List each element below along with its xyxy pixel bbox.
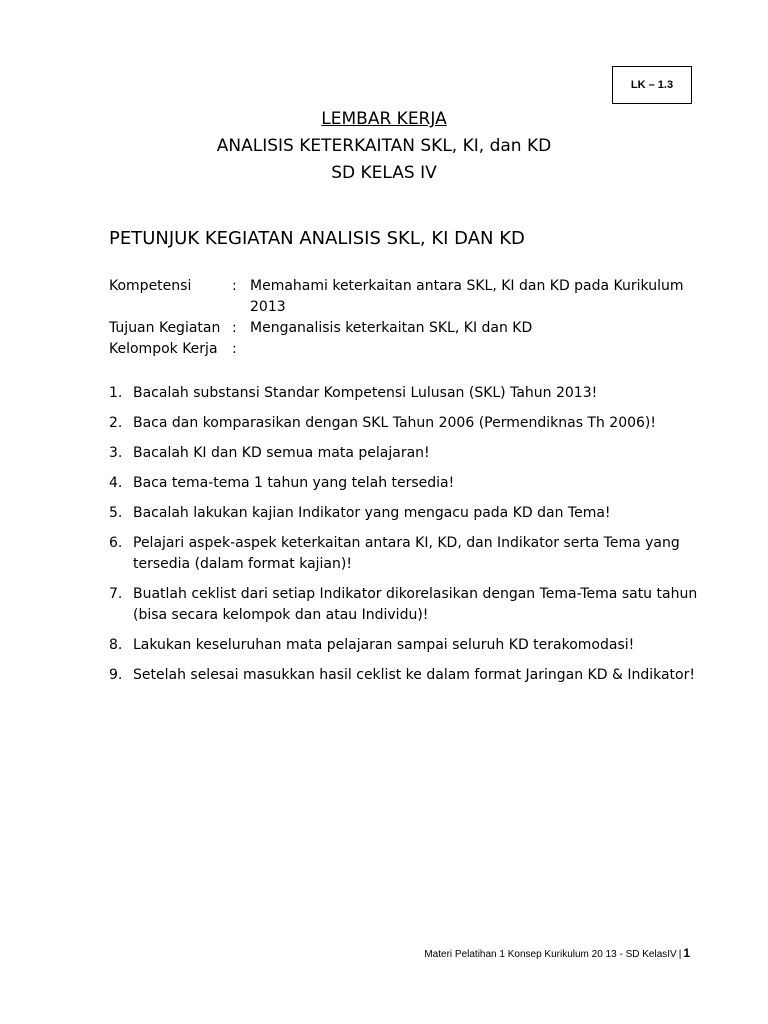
info-value: Menganalisis keterkaitan SKL, KI dan KD <box>250 320 533 336</box>
list-item <box>109 533 699 575</box>
step-number: 4. <box>109 475 123 491</box>
list-item <box>109 665 699 686</box>
step-number: 7. <box>109 586 123 602</box>
step-text: Bacalah KI dan KD semua mata pelajaran! <box>133 445 430 461</box>
worksheet-code-text: LK – 1.3 <box>630 79 674 91</box>
document-title <box>0 106 768 187</box>
step-text: Lakukan keseluruhan mata pelajaran sampai seluruh KD terakomodasi! <box>133 637 635 653</box>
step-number: 3. <box>109 445 123 461</box>
step-text: Baca dan komparasikan dengan SKL Tahun 2006 (Permendiknas Th 2006)! <box>133 415 657 431</box>
step-text: Bacalah substansi Standar Kompetensi Lulusan (SKL) Tahun 2013! <box>133 385 598 401</box>
step-number: 6. <box>109 535 123 551</box>
title-line-2: ANALISIS KETERKAITAN SKL, KI, dan KD <box>216 136 552 156</box>
step-text: Bacalah lakukan kajian Indikator yang mengacu pada KD dan Tema! <box>133 505 611 521</box>
step-text: Pelajari aspek-aspek keterkaitan antara KI, KD, dan Indikator serta Tema yang tersedia (dalam format kajian)! <box>133 535 680 572</box>
step-number: 9. <box>109 667 123 683</box>
step-number: 8. <box>109 637 123 653</box>
footer-separator: | <box>678 949 682 960</box>
step-number: 2. <box>109 415 123 431</box>
step-number: 1. <box>109 385 123 401</box>
list-item <box>109 443 699 464</box>
list-item <box>109 413 699 434</box>
info-colon: : <box>232 341 237 357</box>
list-item <box>109 503 699 524</box>
info-colon: : <box>232 320 237 336</box>
info-label: Tujuan Kegiatan <box>109 320 221 336</box>
worksheet-code-badge <box>612 66 692 104</box>
title-line-3: SD KELAS IV <box>331 163 437 183</box>
instruction-list <box>109 383 699 695</box>
list-item <box>109 635 699 656</box>
info-label: Kompetensi <box>109 278 192 294</box>
info-label: Kelompok Kerja <box>109 341 218 357</box>
page-footer <box>424 946 690 960</box>
list-item <box>109 473 699 494</box>
list-item <box>109 383 699 404</box>
info-colon: : <box>232 278 237 294</box>
section-heading: PETUNJUK KEGIATAN ANALISIS SKL, KI DAN KD <box>109 228 525 249</box>
step-text: Baca tema-tema 1 tahun yang telah tersedia! <box>133 475 455 491</box>
step-text: Setelah selesai masukkan hasil ceklist ke dalam format Jaringan KD & Indikator! <box>133 667 695 683</box>
title-line-1: LEMBAR KERJA <box>321 109 447 129</box>
page-number: 1 <box>683 946 690 960</box>
info-value: Memahami keterkaitan antara SKL, KI dan KD pada Kurikulum 2013 <box>250 278 684 315</box>
step-text: Buatlah ceklist dari setiap Indikator dikorelasikan dengan Tema-Tema satu tahun (bisa secara kelompok dan atau Individu)! <box>133 586 698 623</box>
list-item <box>109 584 699 626</box>
step-number: 5. <box>109 505 123 521</box>
footer-text: Materi Pelatihan 1 Konsep Kurikulum 20 13 - SD KelasIV <box>424 949 677 960</box>
